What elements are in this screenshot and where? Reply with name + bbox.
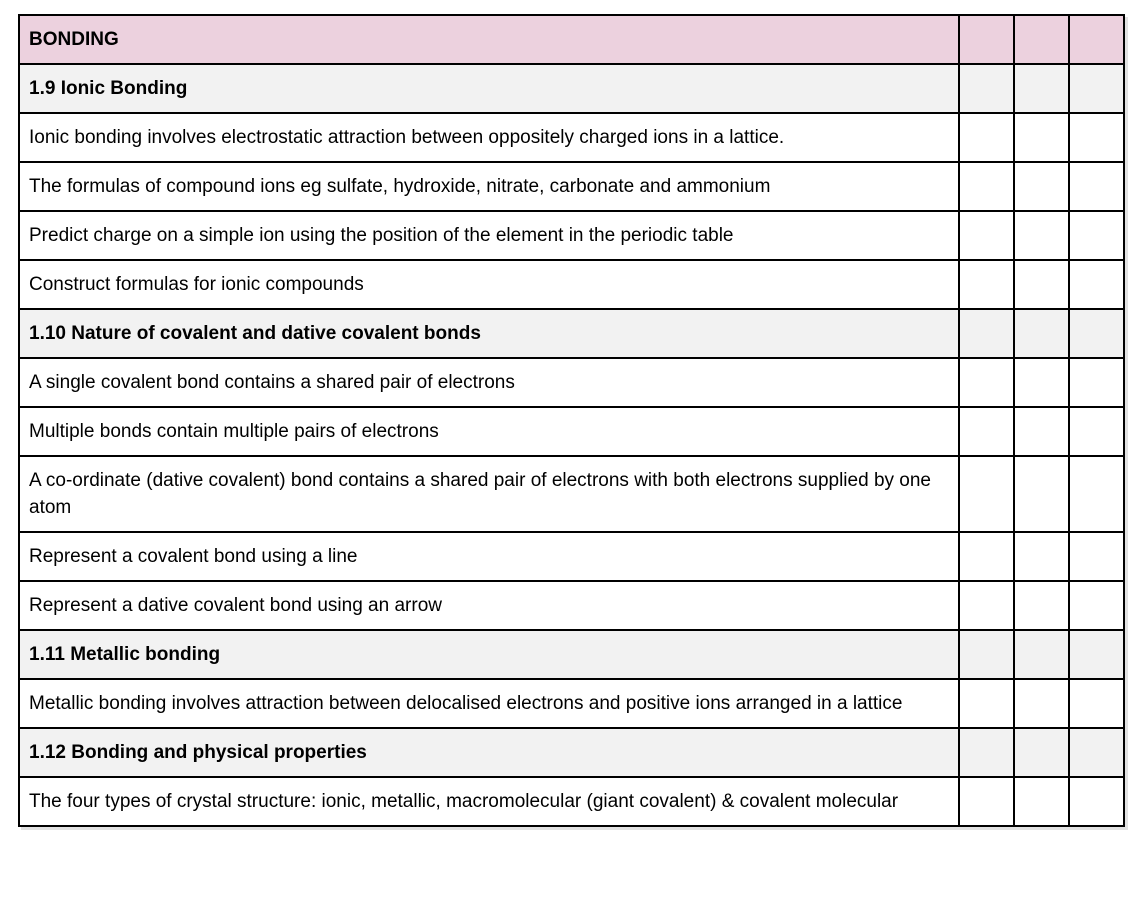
check-cell-3[interactable] (1069, 64, 1124, 113)
checklist-item-row (19, 211, 1124, 260)
item-text-cell: A co-ordinate (dative covalent) bond contains a shared pair of electrons with both electrons supplied by one atom (19, 456, 959, 532)
checklist-item-row (19, 532, 1124, 581)
check-cell-1[interactable] (959, 162, 1014, 211)
check-cell-2[interactable] (1014, 211, 1069, 260)
item-text-cell: Metallic bonding involves attraction between delocalised electrons and positive ions arranged in a lattice (19, 679, 959, 728)
check-cell-2[interactable] (1014, 358, 1069, 407)
item-text-cell: Predict charge on a simple ion using the position of the element in the periodic table (19, 211, 959, 260)
check-cell-3[interactable] (1069, 358, 1124, 407)
section-title-cell: 1.10 Nature of covalent and dative covalent bonds (19, 309, 959, 358)
check-cell-3[interactable] (1069, 113, 1124, 162)
check-cell-3[interactable] (1069, 581, 1124, 630)
check-cell-1[interactable] (959, 407, 1014, 456)
check-cell-2[interactable] (1014, 162, 1069, 211)
checklist-item-row (19, 407, 1124, 456)
checklist-item-row (19, 777, 1124, 826)
item-text-cell: The four types of crystal structure: ionic, metallic, macromolecular (giant covalent) & covalent molecular (19, 777, 959, 826)
check-cell-2[interactable] (1014, 630, 1069, 679)
check-cell-2[interactable] (1014, 407, 1069, 456)
section-header-row (19, 309, 1124, 358)
check-cell-2[interactable] (1014, 679, 1069, 728)
item-text-cell: A single covalent bond contains a shared pair of electrons (19, 358, 959, 407)
check-cell-3[interactable] (1069, 532, 1124, 581)
checklist-item-row (19, 260, 1124, 309)
item-text-cell: The formulas of compound ions eg sulfate, hydroxide, nitrate, carbonate and ammonium (19, 162, 959, 211)
check-cell-3[interactable] (1069, 15, 1124, 64)
section-title-cell: 1.9 Ionic Bonding (19, 64, 959, 113)
item-text-cell: Represent a covalent bond using a line (19, 532, 959, 581)
check-cell-3[interactable] (1069, 728, 1124, 777)
check-cell-1[interactable] (959, 358, 1014, 407)
section-header-row (19, 64, 1124, 113)
check-cell-3[interactable] (1069, 456, 1124, 532)
check-cell-2[interactable] (1014, 64, 1069, 113)
section-title-cell: 1.12 Bonding and physical properties (19, 728, 959, 777)
checklist-item-row (19, 358, 1124, 407)
item-text-cell: Represent a dative covalent bond using an arrow (19, 581, 959, 630)
section-header-row (19, 630, 1124, 679)
check-cell-1[interactable] (959, 630, 1014, 679)
check-cell-2[interactable] (1014, 260, 1069, 309)
checklist-item-row (19, 162, 1124, 211)
check-cell-2[interactable] (1014, 456, 1069, 532)
check-cell-3[interactable] (1069, 630, 1124, 679)
check-cell-1[interactable] (959, 309, 1014, 358)
check-cell-3[interactable] (1069, 679, 1124, 728)
check-cell-3[interactable] (1069, 260, 1124, 309)
checklist-item-row (19, 581, 1124, 630)
check-cell-2[interactable] (1014, 581, 1069, 630)
table-title-cell: BONDING (19, 15, 959, 64)
section-header-row (19, 728, 1124, 777)
check-cell-2[interactable] (1014, 777, 1069, 826)
check-cell-3[interactable] (1069, 211, 1124, 260)
check-cell-2[interactable] (1014, 15, 1069, 64)
section-title-cell: 1.11 Metallic bonding (19, 630, 959, 679)
checklist-item-row (19, 113, 1124, 162)
check-cell-1[interactable] (959, 15, 1014, 64)
bonding-checklist-table (18, 14, 1125, 827)
table-title-row (19, 15, 1124, 64)
check-cell-1[interactable] (959, 456, 1014, 532)
check-cell-1[interactable] (959, 679, 1014, 728)
check-cell-2[interactable] (1014, 113, 1069, 162)
checklist-item-row (19, 679, 1124, 728)
check-cell-3[interactable] (1069, 407, 1124, 456)
check-cell-1[interactable] (959, 64, 1014, 113)
item-text-cell: Ionic bonding involves electrostatic attraction between oppositely charged ions in a lattice. (19, 113, 959, 162)
check-cell-1[interactable] (959, 260, 1014, 309)
check-cell-3[interactable] (1069, 162, 1124, 211)
check-cell-2[interactable] (1014, 728, 1069, 777)
check-cell-2[interactable] (1014, 309, 1069, 358)
check-cell-3[interactable] (1069, 777, 1124, 826)
check-cell-3[interactable] (1069, 309, 1124, 358)
check-cell-1[interactable] (959, 211, 1014, 260)
checklist-item-row (19, 456, 1124, 532)
item-text-cell: Multiple bonds contain multiple pairs of electrons (19, 407, 959, 456)
check-cell-1[interactable] (959, 728, 1014, 777)
check-cell-1[interactable] (959, 777, 1014, 826)
checklist-body (19, 15, 1124, 826)
check-cell-1[interactable] (959, 113, 1014, 162)
check-cell-1[interactable] (959, 581, 1014, 630)
item-text-cell: Construct formulas for ionic compounds (19, 260, 959, 309)
check-cell-2[interactable] (1014, 532, 1069, 581)
check-cell-1[interactable] (959, 532, 1014, 581)
